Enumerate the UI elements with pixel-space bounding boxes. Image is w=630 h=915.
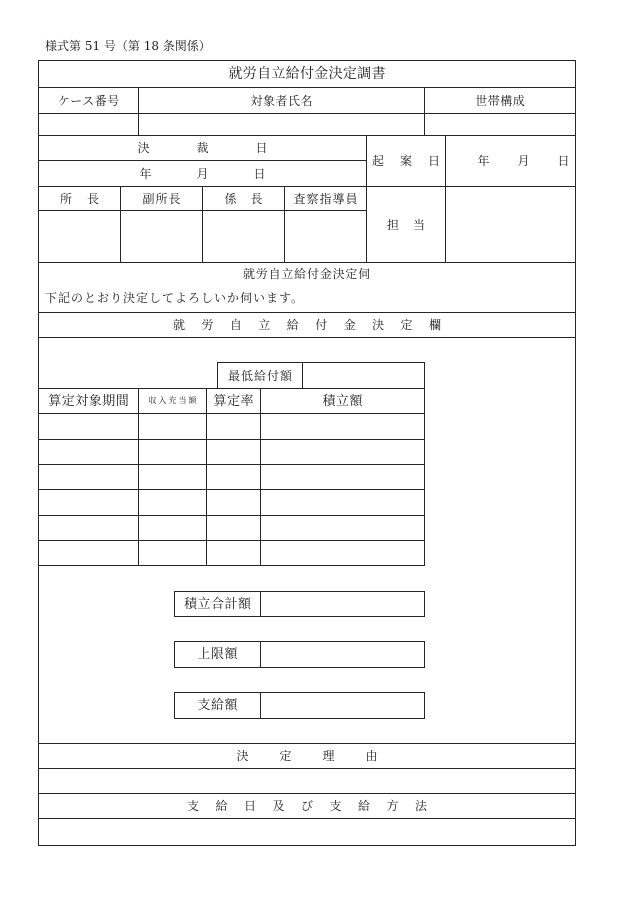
household-header [424,87,576,114]
draft-date-header [366,135,446,187]
column-header-label: 算定率 [213,393,254,409]
supervisor-header [284,186,367,211]
table-cell [206,489,261,516]
section-chief-header [202,186,285,211]
director-header [38,186,121,211]
accumulated-total-label: 積立合計額 [183,596,252,612]
upper-limit-label: 上限額 [197,647,238,662]
table-cell [206,540,261,566]
table-cell [138,464,207,490]
table-cell [38,464,139,490]
column-header-income [138,388,207,414]
table-header-row [38,388,425,414]
supervisor-seal-box [284,210,367,263]
decision-date-header [38,135,367,161]
table-cell [138,489,207,516]
column-header-accumulated [260,388,425,414]
column-header-label: 積立額 [322,393,363,409]
staff-seal-box [445,186,576,263]
table-cell [138,413,207,440]
table-cell [206,464,261,490]
supervisor-label: 査察指導員 [293,191,359,206]
column-header-label: 算定対象期間 [48,393,130,409]
table-cell [260,540,425,566]
draft-date-label: 起 案 日 [372,154,440,168]
table-cell [206,439,261,465]
accumulated-total-label-cell [174,591,261,617]
payment-amount-field [260,692,425,719]
table-cell [38,413,139,440]
table-cell [138,540,207,566]
decision-section-header [38,312,576,338]
decision-date-field [38,160,367,187]
table-cell [206,413,261,440]
staff-label: 担 当 [387,217,425,232]
decision-reason-heading: 決 定 理 由 [236,749,378,763]
table-cell [38,489,139,516]
table-row [38,413,425,440]
upper-limit-label-cell [174,641,261,668]
column-header-period [38,388,139,414]
table-cell [206,515,261,541]
case-number-label: ケース番号 [57,93,120,108]
table-row [38,489,425,516]
subject-name-label: 対象者氏名 [250,93,313,108]
payment-amount-label: 支給額 [197,698,238,713]
table-cell [38,540,139,566]
table-cell [260,439,425,465]
section-chief-label: 係 長 [224,191,263,206]
draft-date-format: 年 月 日 [477,154,570,168]
subject-name-field [138,113,425,136]
director-label: 所 長 [60,191,99,206]
form-number: 様式第 51 号（第 18 条関係） [45,39,211,53]
upper-limit-field [260,641,425,668]
decision-reason-header [38,743,576,769]
table-cell [260,489,425,516]
decision-date-format: 年 月 日 [139,166,266,181]
case-number-field [38,113,139,136]
form-title: 就労自立給付金決定調書 [228,66,386,82]
table-row [38,515,425,541]
deputy-director-seal-box [120,210,203,263]
table-cell [260,413,425,440]
table-cell [260,464,425,490]
payment-method-header [38,793,576,819]
director-seal-box [38,210,121,263]
inquiry-heading: 就労自立給付金決定伺 [242,267,371,281]
table-cell [38,515,139,541]
table-cell [38,439,139,465]
min-benefit-label-cell [217,362,303,389]
staff-header [366,186,446,263]
deputy-director-label: 副所長 [142,191,182,206]
decision-reason-field [38,768,576,794]
deputy-director-header [120,186,203,211]
payment-method-heading: 支 給 日 及 び 支 給 方 法 [187,799,427,813]
draft-date-field [445,135,576,187]
table-row [38,464,425,490]
table-cell [138,515,207,541]
inquiry-section [38,262,576,313]
decision-section-heading: 就 労 自 立 給 付 金 決 定 欄 [173,318,441,332]
min-benefit-field [302,362,425,389]
decision-date-label: 決 裁 日 [137,141,268,155]
column-header-rate [206,388,261,414]
section-chief-seal-box [202,210,285,263]
accumulated-total-field [260,591,425,617]
household-field [424,113,576,136]
table-cell [138,439,207,465]
payment-amount-label-cell [174,692,261,719]
table-cell [260,515,425,541]
payment-method-field [38,818,576,846]
inquiry-text: 下記のとおり決定してよろしいか伺います。 [45,291,305,305]
subject-name-header [138,87,425,114]
case-number-header [38,87,139,114]
table-row [38,540,425,566]
column-header-label: 収入充当額 [148,396,199,405]
household-label: 世帯構成 [475,93,526,108]
min-benefit-label: 最低給付額 [227,368,293,383]
table-row [38,439,425,465]
form-title-cell [38,60,576,88]
